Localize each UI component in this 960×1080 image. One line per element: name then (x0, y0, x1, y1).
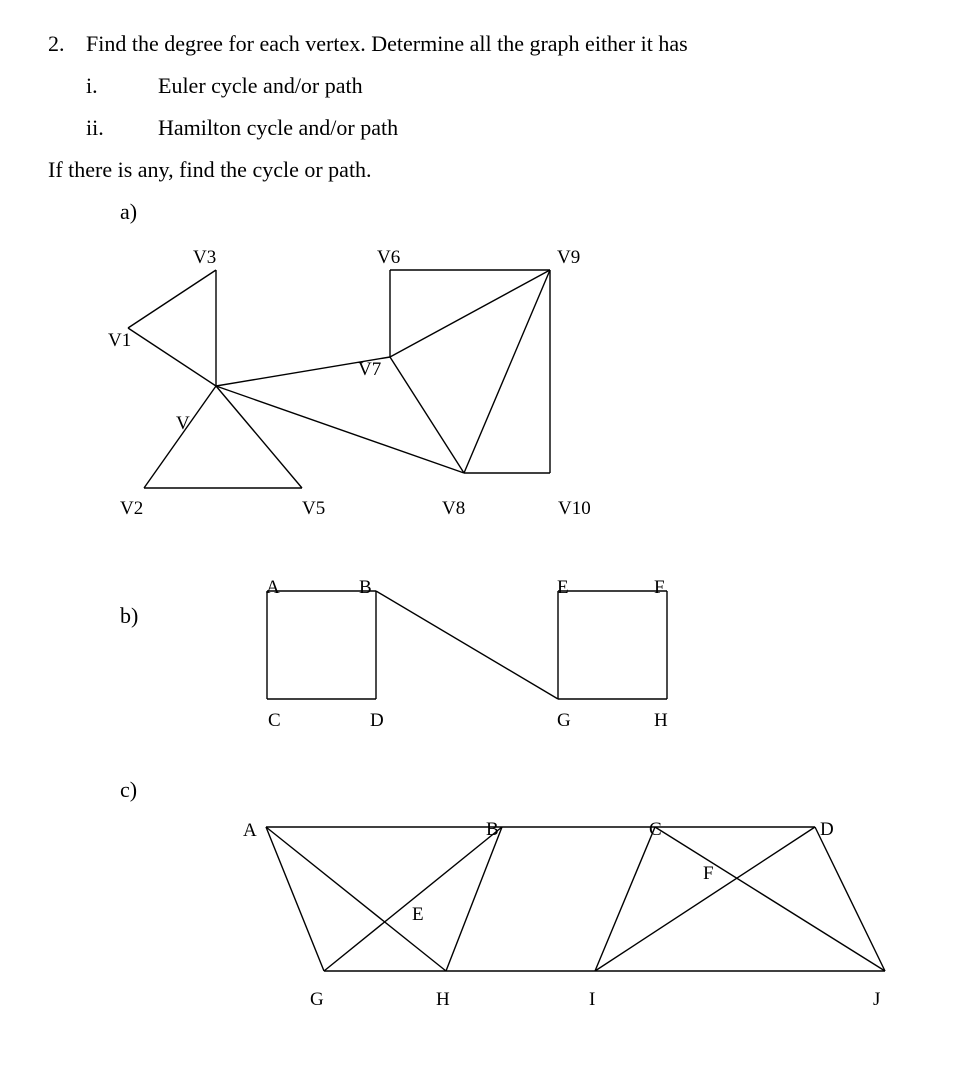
edge-a-g (266, 827, 324, 971)
vertex-label-c-d: D (820, 819, 834, 840)
vertex-label-c-i: I (589, 989, 596, 1010)
vertex-label-b-h: H (654, 710, 668, 731)
vertex-label-b-b: B (359, 577, 372, 598)
vertex-label-v5: V5 (302, 498, 326, 519)
vertex-label-v7: V7 (358, 359, 382, 380)
vertex-label-v8: V8 (442, 498, 466, 519)
question-text: Find the degree for each vertex. Determine all the graph either it has (86, 31, 688, 56)
part-b-label: b) (120, 603, 139, 628)
vertex-label-c-c: C (649, 819, 662, 840)
vertex-label-v2: V2 (120, 498, 144, 519)
vertex-label-b-f: F (654, 577, 665, 598)
question-footer: If there is any, find the cycle or path. (48, 157, 372, 182)
vertex-label-c-b: B (486, 819, 499, 840)
vertex-label-b-a: A (266, 577, 280, 598)
vertex-label-b-d: D (370, 710, 384, 731)
vertex-label-v1: V1 (108, 330, 132, 351)
part-c-label: c) (120, 777, 138, 802)
vertex-label-v6: V6 (377, 247, 401, 268)
vertex-label-b-e: E (557, 577, 569, 598)
vertex-label-v10: V10 (558, 498, 591, 519)
edge-a-h (266, 827, 446, 971)
item-marker-i: i. (86, 73, 98, 98)
vertex-label-c-a: A (243, 820, 257, 841)
edge-b-h (446, 827, 502, 971)
vertex-label-c-g: G (310, 989, 324, 1010)
vertex-label-v9: V9 (557, 247, 581, 268)
vertex-label-v4: V (176, 413, 190, 434)
vertex-label-b-c: C (268, 710, 281, 731)
edge-c-i (595, 827, 655, 971)
part-a-label: a) (120, 199, 138, 224)
edge-d-i (595, 827, 815, 971)
edge-b-g (324, 827, 502, 971)
vertex-label-c-j: J (873, 989, 881, 1010)
item-text-euler: Euler cycle and/or path (158, 73, 363, 98)
vertex-label-v3: V3 (193, 247, 217, 268)
item-marker-ii: ii. (86, 115, 104, 140)
vertex-label-c-e: E (412, 904, 424, 925)
question-number: 2. (48, 31, 65, 56)
vertex-label-c-h: H (436, 989, 450, 1010)
vertex-label-c-f: F (703, 863, 714, 884)
vertex-label-b-g: G (557, 710, 571, 731)
item-text-hamilton: Hamilton cycle and/or path (158, 115, 399, 140)
